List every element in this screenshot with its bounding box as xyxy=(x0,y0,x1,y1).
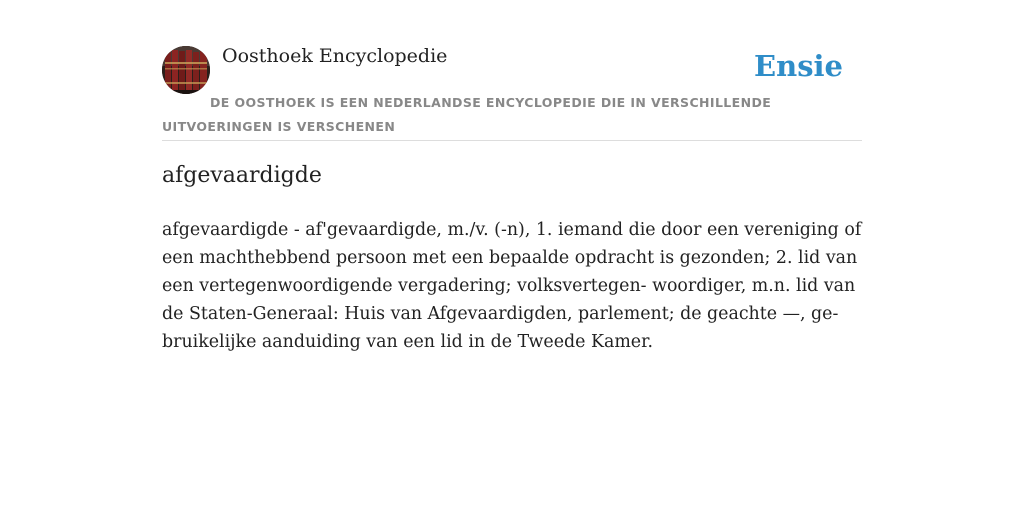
entry-title: afgevaardigde xyxy=(162,163,322,188)
page xyxy=(162,0,862,352)
book-spines-icon xyxy=(162,46,210,94)
brand-logo[interactable]: Ensie xyxy=(754,49,843,83)
site-header xyxy=(162,0,862,141)
site-tagline: DE OOSTHOEK IS EEN NEDERLANDSE ENCYCLOPEDIE DIE IN VERSCHILLENDE UITVOERINGEN IS VERSCHENEN xyxy=(162,95,772,134)
avatar[interactable] xyxy=(162,46,210,94)
site-title[interactable]: Oosthoek Encyclopedie xyxy=(222,45,448,67)
entry-body: afgevaardigde - af'gevaardigde, m./v. (-n), 1. iemand die door een vereniging of een machthebbend persoon met een bepaalde opdracht is gezonden; 2. lid van een vertegenwoordigende vergadering; volksvertegen- woordiger, m.n. lid van de Staten-Generaal: Huis van Afgevaardigden, parlement; de geachte —, ge- bruikelijke aanduiding van een lid in de Tweede Kamer. xyxy=(162,220,862,352)
